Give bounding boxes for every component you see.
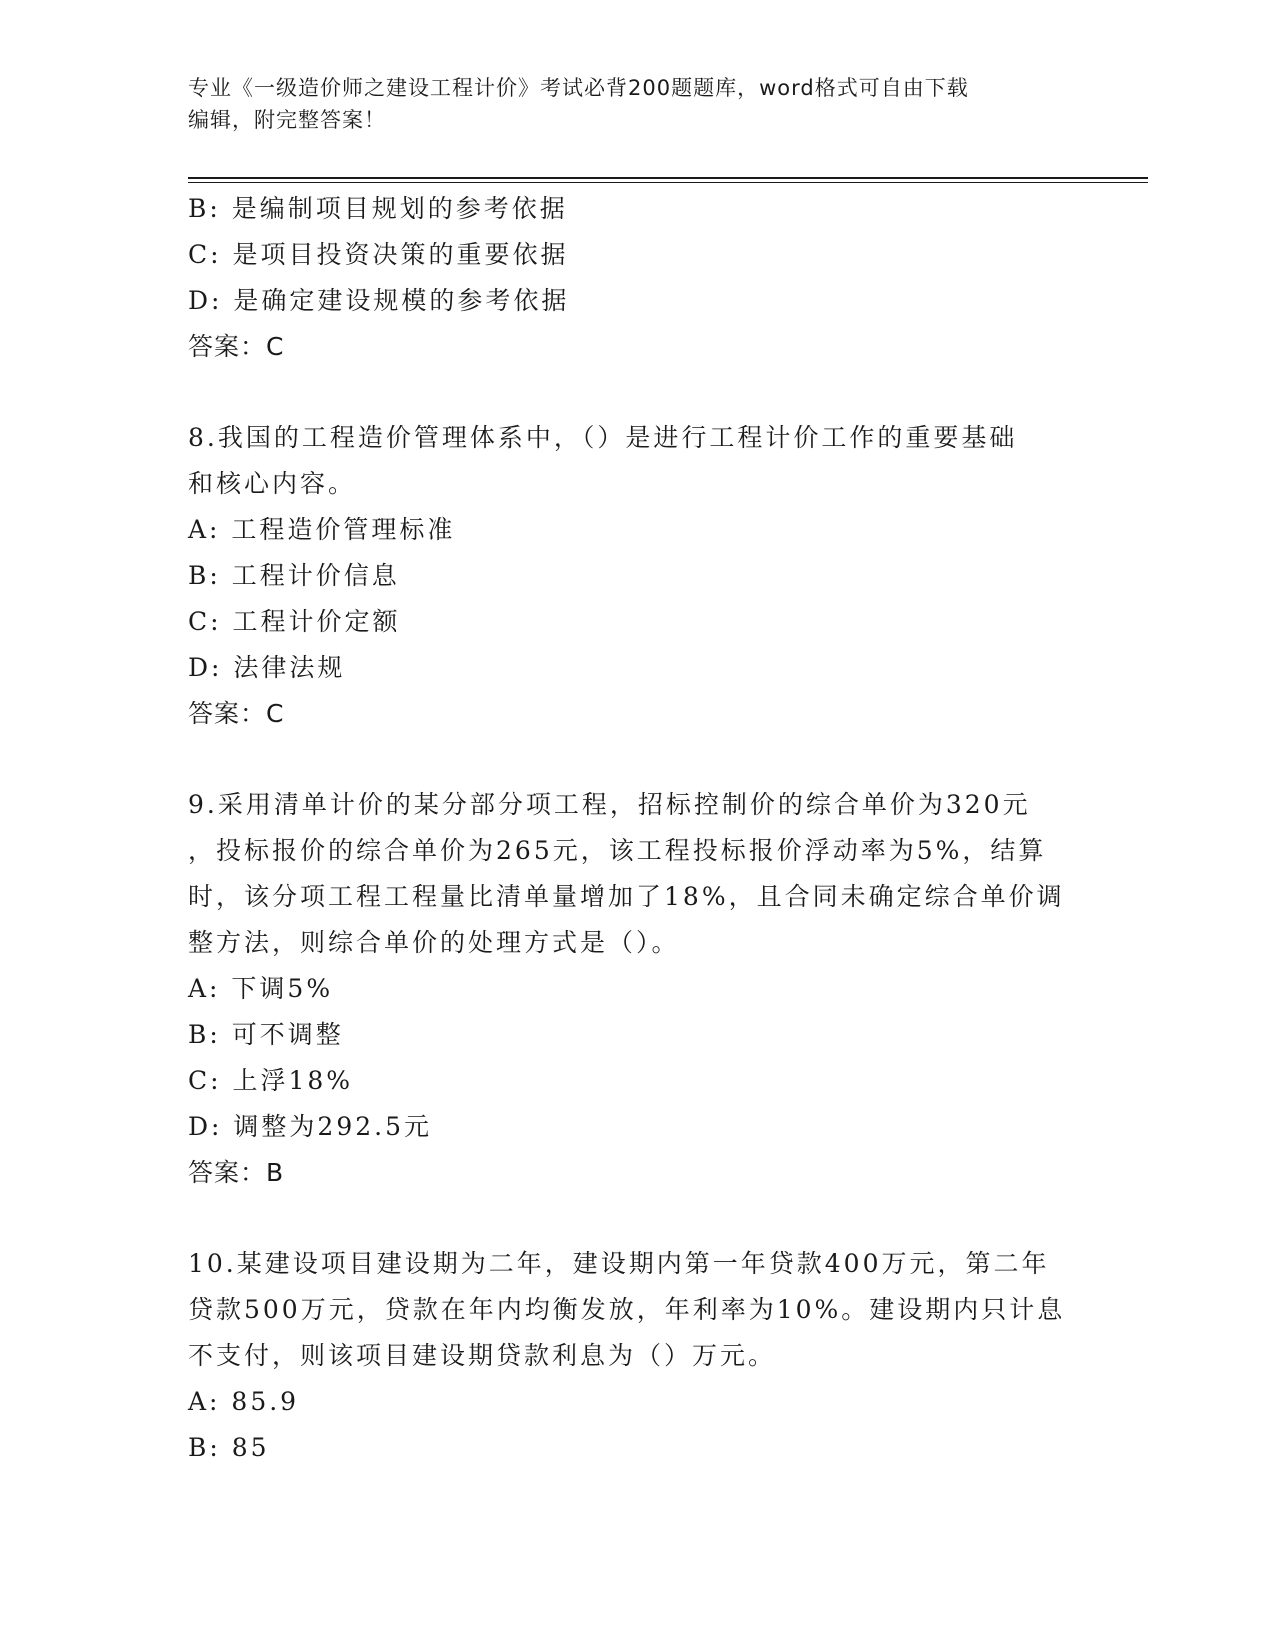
answer-line: 答案：B [188, 1158, 285, 1187]
question-stem-line: 不支付，则该项目建设期贷款利息为（）万元。 [188, 1341, 777, 1370]
answer-line: 答案：C [188, 332, 285, 361]
question-stem-line: 整方法，则综合单价的处理方式是（）。 [188, 928, 680, 957]
option-c: C: 是项目投资决策的重要依据 [188, 240, 569, 269]
question-stem-line: 和核心内容。 [188, 469, 357, 498]
question-stem-line: ，投标报价的综合单价为265元，该工程投标报价浮动率为5%，结算 [188, 836, 1047, 865]
header-line-1: 专业《一级造价师之建设工程计价》考试必背200题题库，word格式可自由下载 [188, 76, 969, 100]
question-gap [188, 1196, 1088, 1241]
option-b: B: 85 [188, 1433, 270, 1462]
question-stem-line: 8.我国的工程造价管理体系中，（）是进行工程计价工作的重要基础 [188, 423, 1018, 452]
document-header [188, 72, 1068, 136]
option-d: D: 法律法规 [188, 653, 346, 682]
option-a: A: 工程造价管理标准 [188, 515, 456, 544]
question-10 [188, 1241, 1088, 1471]
option-d: D: 是确定建设规模的参考依据 [188, 286, 570, 315]
option-b: B: 工程计价信息 [188, 561, 400, 590]
question-7-tail [188, 186, 1088, 370]
option-c: C: 工程计价定额 [188, 607, 401, 636]
question-stem-line: 时，该分项工程工程量比清单量增加了18%，且合同未确定综合单价调 [188, 882, 1065, 911]
option-d: D: 调整为292.5元 [188, 1112, 432, 1141]
question-list [188, 186, 1088, 1471]
question-gap [188, 370, 1088, 415]
question-8 [188, 415, 1088, 737]
question-stem-line: 9.采用清单计价的某分部分项工程，招标控制价的综合单价为320元 [188, 790, 1031, 819]
answer-line: 答案：C [188, 699, 285, 728]
header-divider-thin [188, 182, 1148, 183]
question-stem-line: 10.某建设项目建设期为二年，建设期内第一年贷款400万元，第二年 [188, 1249, 1050, 1278]
question-stem-line: 贷款500万元，贷款在年内均衡发放，年利率为10%。建设期内只计息 [188, 1295, 1066, 1324]
header-line-2: 编辑，附完整答案！ [188, 108, 386, 132]
header-divider-thick [188, 177, 1148, 179]
question-9 [188, 782, 1088, 1196]
option-c: C: 上浮18% [188, 1066, 354, 1095]
option-a: A: 下调5% [188, 974, 334, 1003]
option-b: B: 是编制项目规划的参考依据 [188, 194, 568, 223]
question-gap [188, 737, 1088, 782]
option-a: A: 85.9 [188, 1387, 300, 1416]
option-b: B: 可不调整 [188, 1020, 344, 1049]
